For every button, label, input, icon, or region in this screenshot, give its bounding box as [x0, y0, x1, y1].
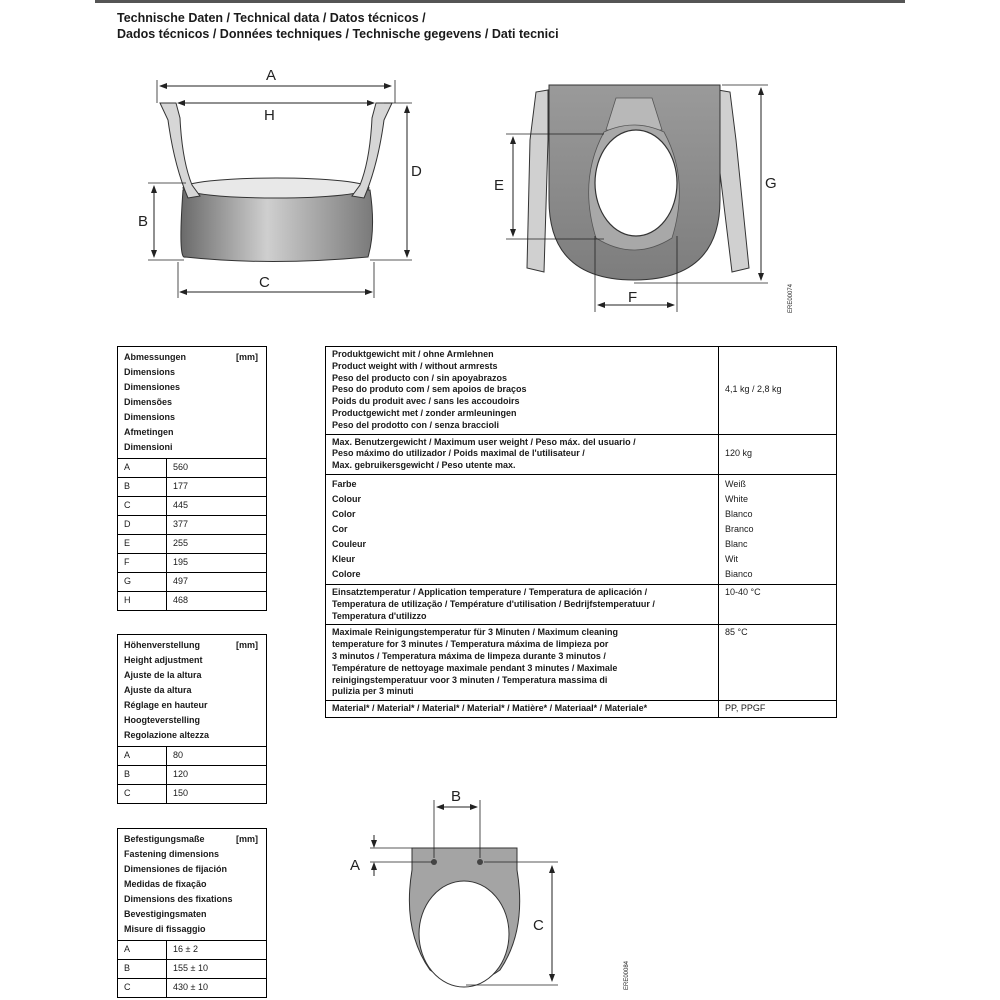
title-line-1: Technische Daten / Technical data / Datos técnicos /	[117, 11, 426, 25]
fastening-header-fr: Dimensions des fixations	[124, 894, 233, 904]
spec-label-line: Colour	[332, 493, 361, 504]
fastening-drawing-code: ERE00084	[624, 960, 630, 990]
fastening-view-drawing	[350, 788, 630, 990]
height-key: C	[118, 785, 167, 804]
spec-label-line: Peso del prodotto con / senza braccioli	[332, 419, 500, 430]
spec-label-line: Couleur	[332, 538, 367, 549]
height-adjustment-table	[117, 634, 267, 804]
spec-label-line: Temperatura d'utilizzo	[332, 610, 427, 621]
height-header-es: Ajuste de la altura	[124, 670, 202, 680]
spec-label-line: Material* / Material* / Material* / Material* / Matière* / Materiaal* / Materiale*	[332, 703, 648, 714]
front-view-drawing	[494, 85, 794, 313]
dim-key: D	[118, 516, 167, 535]
table-row	[118, 535, 267, 554]
dim-value: 177	[167, 478, 267, 497]
spec-label-line: Temperatura de utilização / Température d'utilisation / Bedrijfstemperatuur /	[332, 598, 655, 609]
spec-label-line: Produktgewicht mit / ohne Armlehnen	[332, 349, 494, 359]
dim-value: 377	[167, 516, 267, 535]
dimensions-header-es: Dimensiones	[124, 382, 181, 392]
fastening-key: C	[118, 979, 167, 998]
dim-key: C	[118, 497, 167, 516]
dimensions-unit: [mm]	[236, 352, 258, 362]
side-label-a: A	[266, 67, 277, 84]
front-label-e: E	[494, 177, 505, 194]
spec-row-material	[326, 701, 837, 718]
spec-label-line: Einsatztemperatur / Application temperature / Temperatura de aplicación /	[332, 586, 648, 597]
spec-value-line: White	[725, 493, 749, 504]
spec-label-line: 3 minutos / Temperatura máxima de limpeza durante 3 minutos /	[332, 650, 606, 661]
spec-label-line: Poids du produit avec / sans les accoudoirs	[332, 396, 520, 407]
dim-key: G	[118, 573, 167, 592]
spec-label-line: Peso del producto con / sin apoyabrazos	[332, 372, 508, 383]
fastening-header	[118, 829, 267, 941]
spec-label	[326, 347, 719, 435]
specifications-table	[325, 346, 837, 718]
dim-key: B	[118, 478, 167, 497]
fastening-header-pt: Medidas de fixação	[124, 879, 207, 889]
dim-value: 445	[167, 497, 267, 516]
height-key: B	[118, 766, 167, 785]
side-label-c: C	[259, 274, 270, 291]
height-header-title: Höhenverstellung	[124, 640, 201, 650]
spec-label-line: Peso do produto com / sem apoios de braços	[332, 384, 527, 395]
dim-value: 255	[167, 535, 267, 554]
table-row	[118, 516, 267, 535]
spec-value-line: 10-40 °C	[725, 586, 761, 597]
height-value: 150	[167, 785, 267, 804]
spec-label-line: Color	[332, 508, 356, 519]
height-header-it: Regolazione altezza	[124, 730, 210, 740]
spec-value	[719, 625, 837, 701]
spec-value-line: 4,1 kg / 2,8 kg	[725, 384, 782, 395]
spec-label	[326, 701, 719, 718]
table-row	[118, 785, 267, 804]
dimensions-header-en: Dimensions	[124, 367, 176, 377]
spec-label-line: Cor	[332, 523, 348, 534]
spec-value	[719, 434, 837, 474]
height-value: 80	[167, 747, 267, 766]
fastening-unit: [mm]	[236, 834, 258, 844]
table-row	[118, 459, 267, 478]
height-header-fr: Réglage en hauteur	[124, 700, 208, 710]
spec-value	[719, 347, 837, 435]
spec-label-line: Peso máximo do utilizador / Poids maximal de l'utilisateur /	[332, 448, 585, 459]
table-row	[118, 592, 267, 611]
front-label-f: F	[628, 289, 638, 306]
dim-key: A	[118, 459, 167, 478]
spec-value-line: Blanco	[725, 508, 753, 519]
height-value: 120	[167, 766, 267, 785]
fastening-key: A	[118, 941, 167, 960]
spec-label-line: Product weight with / without armrests	[332, 360, 498, 371]
side-view-drawing	[138, 67, 422, 298]
table-row	[118, 554, 267, 573]
spec-label-line: Productgewicht met / zonder armleuningen	[332, 407, 517, 418]
side-label-b: B	[138, 213, 149, 230]
spec-value-line: Bianco	[725, 568, 753, 579]
front-label-g: G	[765, 175, 777, 192]
dimensions-header-fr: Dimensions	[124, 412, 176, 422]
spec-row-weight	[326, 347, 837, 435]
dim-value: 195	[167, 554, 267, 573]
front-drawing-code: ERE00074	[788, 283, 794, 313]
spec-label-line: reinigingstemperatuur voor 3 minuten / Temperatura massima di	[332, 674, 608, 685]
spec-label-line: Max. gebruikersgewicht / Peso utente max.	[332, 460, 516, 471]
height-header-en: Height adjustment	[124, 655, 203, 665]
side-label-d: D	[411, 163, 422, 180]
spec-row-max-user-weight	[326, 434, 837, 474]
fastening-header-it: Misure di fissaggio	[124, 924, 206, 934]
spec-label	[326, 434, 719, 474]
table-row	[118, 766, 267, 785]
dimensions-header-nl: Afmetingen	[124, 427, 174, 437]
fastening-label-c: C	[533, 917, 544, 934]
fastening-header-en: Fastening dimensions	[124, 849, 220, 859]
spec-row-application-temperature	[326, 584, 837, 624]
table-row	[118, 960, 267, 979]
spec-label-line: Colore	[332, 568, 361, 579]
spec-value	[719, 474, 837, 584]
spec-value-line: Branco	[725, 523, 754, 534]
table-row	[118, 941, 267, 960]
spec-value-line: 85 °C	[725, 627, 748, 638]
spec-row-cleaning-temperature	[326, 625, 837, 701]
height-header-nl: Hoogteverstelling	[124, 715, 201, 725]
height-adjustment-header	[118, 635, 267, 747]
dimensions-header-title: Abmessungen	[124, 352, 187, 362]
spec-value	[719, 584, 837, 624]
height-header-pt: Ajuste da altura	[124, 685, 192, 695]
spec-value-line: Weiß	[725, 478, 746, 489]
spec-label-line: Maximale Reinigungstemperatur für 3 Minuten / Maximum cleaning	[332, 627, 619, 638]
spec-label-line: Température de nettoyage maximale pendant 3 minutes / Maximale	[332, 662, 618, 673]
dim-value: 497	[167, 573, 267, 592]
spec-label-line: pulizia per 3 minuti	[332, 686, 414, 697]
table-row	[118, 747, 267, 766]
fastening-value: 16 ± 2	[167, 941, 267, 960]
fastening-table	[117, 828, 267, 998]
table-row	[118, 478, 267, 497]
table-row	[118, 979, 267, 998]
dim-key: H	[118, 592, 167, 611]
dimensions-header-it: Dimensioni	[124, 442, 173, 452]
side-label-h: H	[264, 107, 275, 124]
fastening-label-b: B	[451, 788, 462, 805]
spec-value-line: PP, PPGF	[725, 703, 766, 714]
dim-key: E	[118, 535, 167, 554]
spec-value-line: 120 kg	[725, 448, 753, 459]
spec-label	[326, 625, 719, 701]
spec-label	[326, 474, 719, 584]
table-row	[118, 497, 267, 516]
spec-value-line: Blanc	[725, 538, 748, 549]
spec-value	[719, 701, 837, 718]
dimensions-header-pt: Dimensões	[124, 397, 173, 407]
title-line-2: Dados técnicos / Données techniques / Technische gegevens / Dati tecnici	[117, 27, 559, 41]
fastening-value: 155 ± 10	[167, 960, 267, 979]
fastening-header-title: Befestigungsmaße	[124, 834, 205, 844]
dimensions-header	[118, 347, 267, 459]
spec-label-line: temperature for 3 minutes / Temperatura máxima de limpieza por	[332, 639, 609, 650]
dim-value: 560	[167, 459, 267, 478]
fastening-header-es: Dimensiones de fijación	[124, 864, 228, 874]
fastening-label-a: A	[350, 857, 361, 874]
spec-label-line: Max. Benutzergewicht / Maximum user weight / Peso máx. del usuario /	[332, 436, 636, 447]
height-unit: [mm]	[236, 640, 258, 650]
dimensions-table	[117, 346, 267, 611]
dim-value: 468	[167, 592, 267, 611]
spec-value-line: Wit	[725, 553, 738, 564]
spec-label-line: Farbe	[332, 478, 357, 489]
table-row	[118, 573, 267, 592]
dim-key: F	[118, 554, 167, 573]
fastening-header-nl: Bevestigingsmaten	[124, 909, 207, 919]
spec-label	[326, 584, 719, 624]
spec-row-colour	[326, 474, 837, 584]
fastening-key: B	[118, 960, 167, 979]
spec-label-line: Kleur	[332, 553, 356, 564]
height-key: A	[118, 747, 167, 766]
fastening-value: 430 ± 10	[167, 979, 267, 998]
